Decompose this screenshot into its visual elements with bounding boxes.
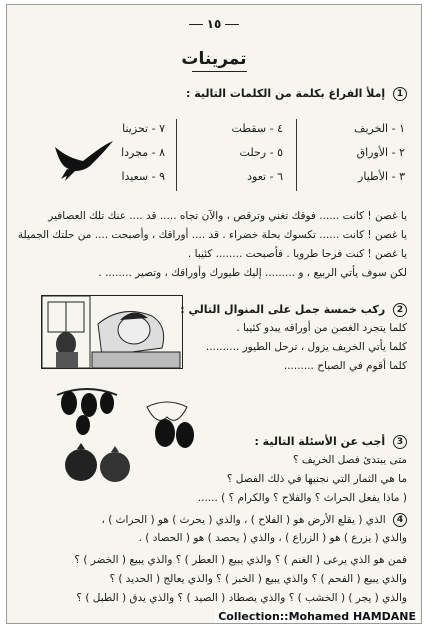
exercise-4-text: الذي ( يقلع الأرض هو ( الفلاح ) ، والذي ( يحرث ) هو ( الحراث ) ، (101, 514, 386, 526)
exercise-4-line (101, 513, 407, 527)
word-item: ٥ - رحلت (239, 146, 283, 159)
boy-waking-illustration (41, 295, 183, 369)
exercise-3-line: ( ماذا يفعل الحراث ؟ والفلاح ؟ والكرام ؟ ) ...... (197, 492, 407, 504)
exercise-1-line: يا غصن ! كانت ...... فوقك تغني وترقص ، والآن تجاه ..... قد .... عنك تلك العصافير (48, 210, 407, 222)
word-item: ٣ - الأطيار (358, 170, 405, 183)
word-item: ٨ - مجردا (121, 146, 165, 159)
fruit-illustration (47, 377, 207, 487)
exercise-3-heading (254, 435, 407, 449)
swallow-icon (47, 135, 117, 185)
title-underline (192, 71, 247, 72)
exercise-2-heading (180, 303, 407, 317)
word-column-2 (183, 117, 283, 189)
exercise-number: 4 (393, 513, 407, 527)
page-frame (6, 4, 422, 624)
exercise-number: 3 (393, 435, 407, 449)
exercise-3-line: ما هي الثمار التي نجنيها في ذلك الفصل ؟ (226, 473, 407, 485)
exercise-1-line: لكن سوف يأتي الربيع ، و ......... إليك طيورك وأوراقك ، وتصير ........ . (98, 267, 407, 279)
exercise-2-line: كلما يتجرد الغصن من أوراقه يبدو كئيبا . (236, 322, 407, 334)
page-number: ١٥ (7, 17, 421, 31)
column-divider (296, 119, 297, 191)
word-item: ٢ - الأوراق (356, 146, 405, 159)
exercise-number: 1 (393, 87, 407, 101)
olive-pomegranate-icon (47, 377, 207, 487)
boy-bed-icon (42, 296, 182, 368)
exercise-instruction: إملأ الفراغ بكلمة من الكلمات التالية : (185, 87, 386, 100)
exercise-instruction: أجب عن الأسئلة التالية : (254, 435, 386, 448)
exercise-number: 2 (393, 303, 407, 317)
exercise-4-line: والذي ( يجر ) ( الخشب ) ؟ والذي يصطاد ( الصيد ) ؟ والذي يدق ( الطبل ) ؟ (76, 592, 407, 604)
exercise-instruction: ركب خمسة جمل على المنوال التالي : (180, 303, 386, 316)
word-item: ١ - الخريف (354, 122, 405, 135)
exercise-4-line: فمن هو الذي يرعى ( الغنم ) ؟ والذي يبيع ( العطر ) ؟ والذي يبيع ( الخضر ) ؟ (74, 554, 407, 566)
collection-caption: Collection::Mohamed HAMDANE (215, 610, 419, 623)
exercise-2-line: كلما أقوم في الصباح ......... (283, 360, 407, 372)
exercise-4-line: والذي ( يزرع ) هو ( الزراع ) ، والذي ( يحصد ) هو ( الحصاد ) . (138, 532, 407, 544)
exercise-1-line: يا غصن ! كانت ...... تكسوك بحلة خضراء . قد .... أوراقك ، وأصبحت .... من حلتك الجميلة (17, 229, 407, 241)
word-item: ٤ - سقطت (231, 122, 283, 135)
exercise-2-line: كلما يأتي الخريف يزول ، ترحل الطيور .......... (205, 341, 407, 353)
page-title: تمرينات (181, 49, 247, 69)
exercise-4-line: والذي يبيع ( الفحم ) ؟ والذي يبيع ( الخبز ) ؟ والذي يعالج ( الحديد ) ؟ (109, 573, 407, 585)
word-item: ٩ - سعيدا (121, 170, 165, 183)
word-item: ٦ - تعود (247, 170, 283, 183)
exercise-3-line: متى يبتدئ فصل الخريف ؟ (292, 454, 407, 466)
word-column-1 (305, 117, 405, 189)
swallow-illustration (47, 135, 117, 185)
exercise-1-heading (186, 87, 407, 101)
column-divider (176, 119, 177, 191)
exercise-1-line: يا غصن ! كنت فرحا طروبا . فأصبحت ........ كئيبا . (187, 248, 407, 260)
word-item: ٧ - تحزينا (122, 122, 165, 135)
